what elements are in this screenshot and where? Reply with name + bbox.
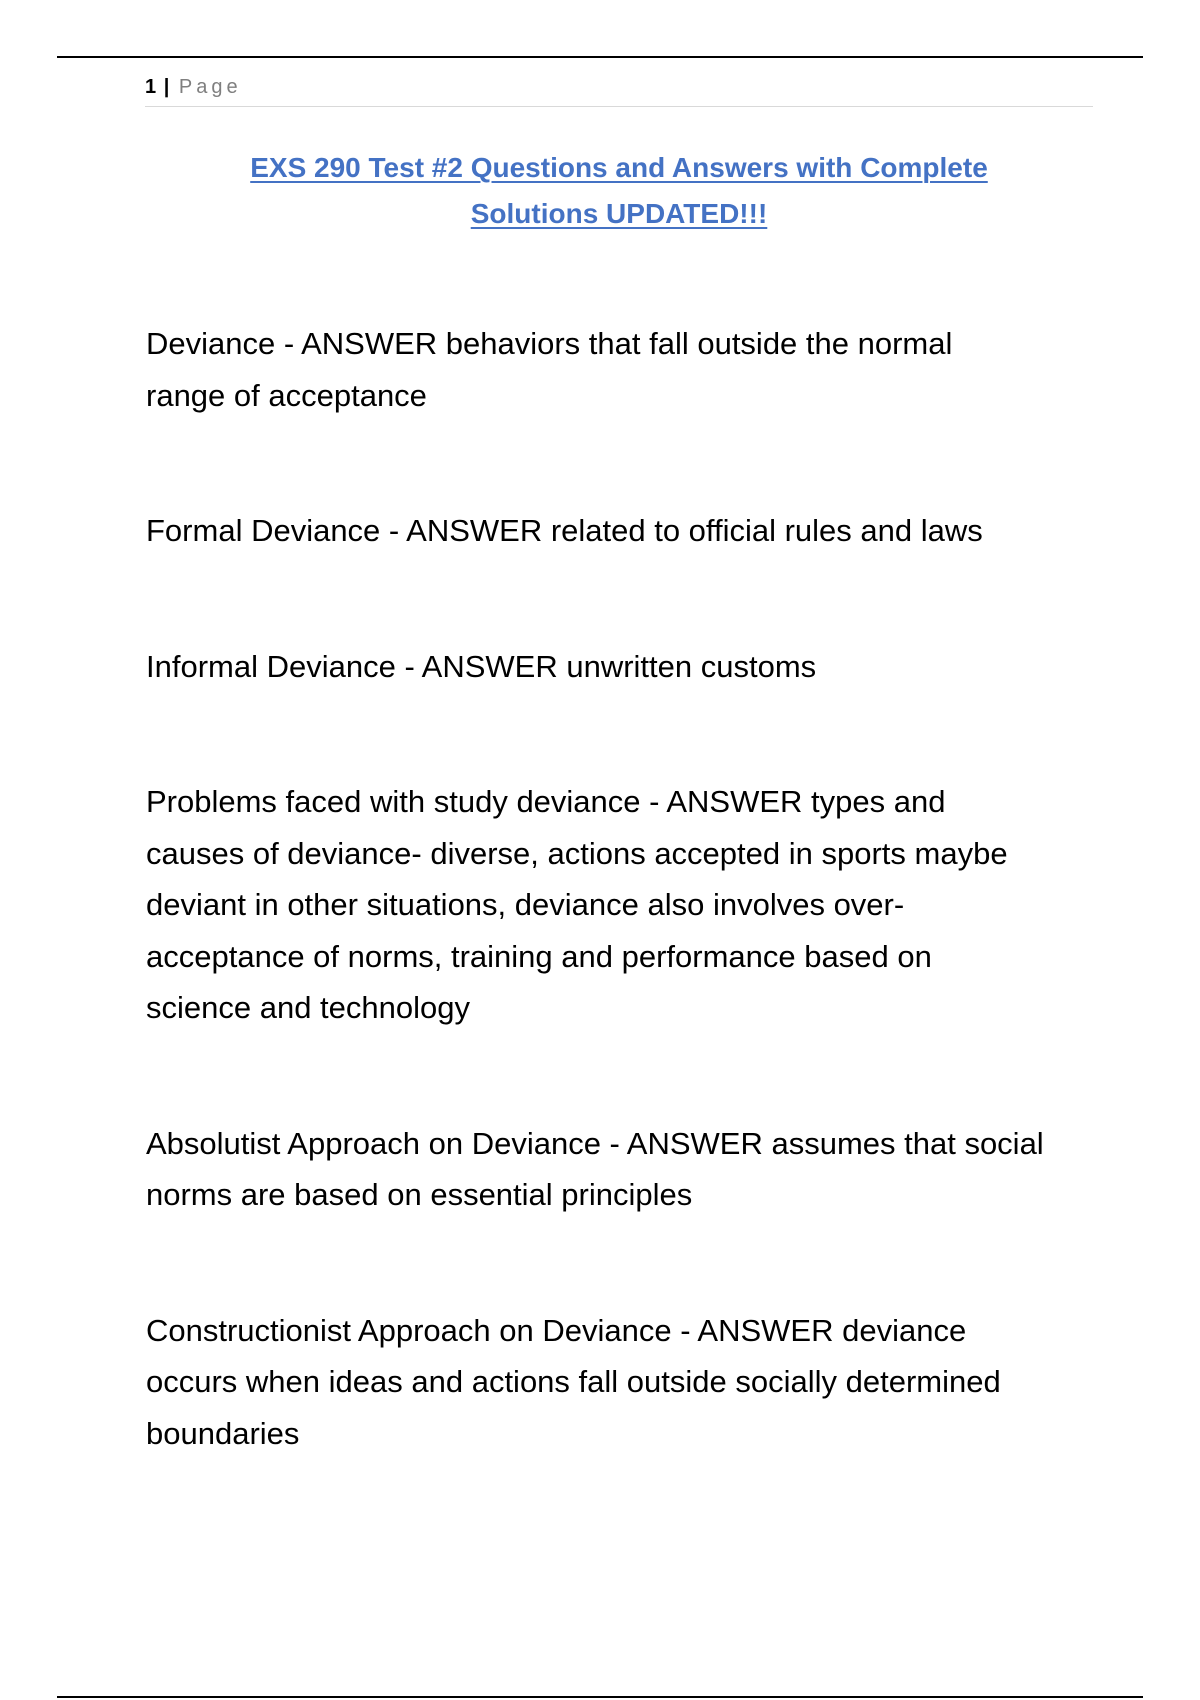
- qa-line: norms are based on essential principles: [146, 1177, 693, 1212]
- page-number: 1: [145, 76, 157, 98]
- qa-item-informal-deviance: [146, 641, 1096, 693]
- page-header: [145, 74, 1093, 107]
- qa-line: Informal Deviance - ANSWER unwritten customs: [146, 648, 817, 684]
- document-title-line-2: Solutions UPDATED!!!: [470, 198, 768, 229]
- qa-line: Absolutist Approach on Deviance - ANSWER assumes that social: [146, 1125, 1044, 1161]
- qa-line: boundaries: [146, 1415, 300, 1451]
- document-title-line-1: EXS 290 Test #2 Questions and Answers with Complete: [250, 152, 988, 183]
- qa-line: range of acceptance: [146, 377, 427, 413]
- qa-line: Formal Deviance - ANSWER related to official rules and laws: [146, 513, 983, 548]
- qa-line: deviant in other situations, deviance also involves over-: [146, 887, 905, 922]
- page-label: Page: [178, 76, 242, 98]
- qa-line: occurs when ideas and actions fall outside socially determined: [146, 1364, 1001, 1399]
- qa-item-constructionist-approach: [146, 1305, 1096, 1460]
- qa-item-absolutist-approach: [146, 1118, 1096, 1221]
- qa-line: Problems faced with study deviance - ANSWER types and: [146, 784, 946, 819]
- qa-line: Constructionist Approach on Deviance - ANSWER deviance: [146, 1312, 967, 1348]
- qa-item-problems-studying-deviance: [146, 776, 1096, 1034]
- qa-line: Deviance - ANSWER behaviors that fall outside the normal: [146, 326, 953, 361]
- page-separator: |: [163, 76, 170, 98]
- qa-item-formal-deviance: [146, 505, 1096, 557]
- qa-line: causes of deviance- diverse, actions accepted in sports maybe: [146, 835, 1008, 871]
- qa-item-deviance: [146, 318, 1096, 421]
- qa-line: acceptance of norms, training and performance based on: [146, 938, 932, 974]
- document-title: [145, 145, 1093, 237]
- qa-line: science and technology: [146, 990, 471, 1025]
- top-rule: [57, 56, 1143, 58]
- qa-list: [146, 318, 1096, 1543]
- bottom-rule: [57, 1696, 1143, 1698]
